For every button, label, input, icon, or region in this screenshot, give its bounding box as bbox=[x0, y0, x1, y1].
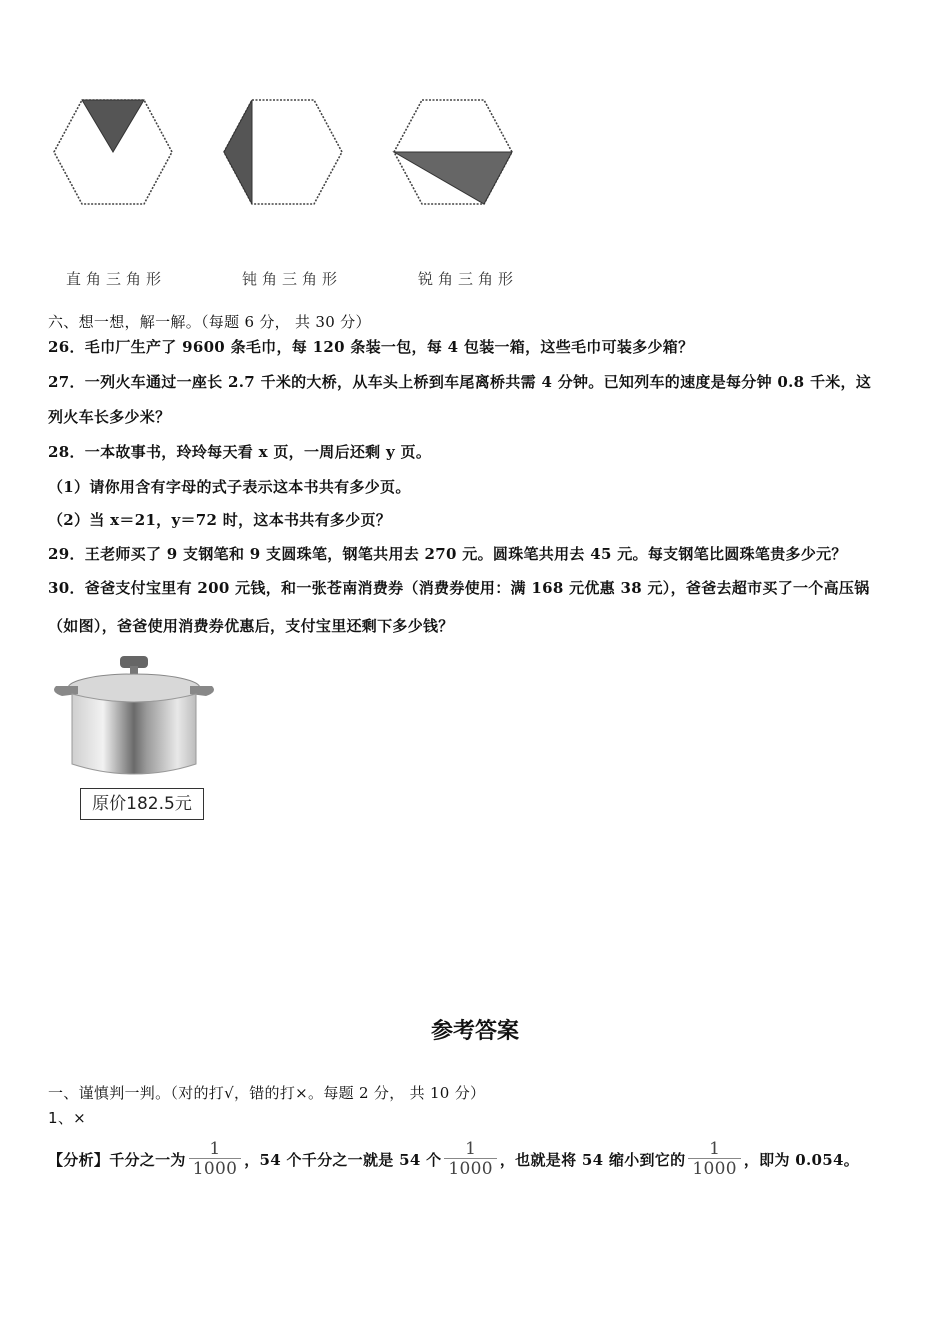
fraction-numerator: 1 bbox=[465, 1139, 477, 1159]
question-29: 29．王老师买了 9 支钢笔和 9 支圆珠笔，钢笔共用去 270 元。圆珠笔共用去 45 元。每支钢笔比圆珠笔贵多少元？ bbox=[48, 545, 847, 563]
fraction-numerator: 1 bbox=[709, 1139, 721, 1159]
fraction-denominator: 1000 bbox=[688, 1158, 740, 1179]
fraction-numerator: 1 bbox=[209, 1139, 221, 1159]
hexagon-figure-acute-triangle bbox=[390, 96, 516, 212]
fraction-one-thousandth bbox=[444, 1140, 496, 1179]
caption-right-triangle: 直角三角形 bbox=[66, 270, 167, 288]
fraction-denominator: 1000 bbox=[444, 1158, 496, 1179]
caption-acute-triangle: 锐角三角形 bbox=[418, 270, 519, 288]
caption-obtuse-triangle: 钝角三角形 bbox=[242, 270, 343, 288]
fraction-one-thousandth bbox=[688, 1140, 740, 1179]
answers-title: 参考答案 bbox=[430, 1019, 519, 1044]
analysis-text-2: ，54 个千分之一就是 54 个 bbox=[244, 1151, 442, 1169]
price-label: 原价182.5元 bbox=[80, 788, 204, 820]
question-30-line1: 30．爸爸支付宝里有 200 元钱，和一张苍南消费券（消费券使用：满 168 元优惠 38 元），爸爸去超市买了一个高压锅 bbox=[48, 579, 870, 597]
question-26: 26．毛巾厂生产了 9600 条毛巾，每 120 条装一包，每 4 包装一箱，这些毛巾可装多少箱？ bbox=[48, 338, 694, 356]
question-28-part1: （1）请你用含有字母的式子表示这本书共有多少页。 bbox=[48, 478, 411, 496]
question-27-line1: 27．一列火车通过一座长 2.7 千米的大桥，从车头上桥到车尾离桥共需 4 分钟。已知列车的速度是每分钟 0.8 千米，这 bbox=[48, 373, 872, 391]
analysis-text-4: ，即为 0.054。 bbox=[743, 1151, 860, 1169]
hexagon-figure-right-triangle bbox=[50, 96, 176, 212]
question-28: 28．一本故事书，玲玲每天看 x 页，一周后还剩 y 页。 bbox=[48, 443, 432, 461]
answers-section1-header: 一、谨慎判一判。（对的打√，错的打×。每题 2 分， 共 10 分） bbox=[48, 1084, 486, 1102]
question-27-line2: 列火车长多少米？ bbox=[48, 408, 171, 426]
analysis-line bbox=[48, 1140, 859, 1179]
hexagon-figure-obtuse-triangle bbox=[220, 96, 346, 212]
fraction-one-thousandth bbox=[189, 1140, 241, 1179]
pressure-cooker-image bbox=[50, 652, 220, 786]
answer-1: 1、× bbox=[48, 1109, 87, 1127]
analysis-label: 【分析】 bbox=[48, 1151, 110, 1169]
section6-header: 六、想一想，解一解。（每题 6 分， 共 30 分） bbox=[48, 313, 371, 331]
analysis-text-1: 千分之一为 bbox=[109, 1151, 186, 1169]
question-28-part2: （2）当 x＝21，y＝72 时，这本书共有多少页？ bbox=[48, 511, 392, 529]
question-30-line2: （如图），爸爸使用消费券优惠后，支付宝里还剩下多少钱？ bbox=[48, 617, 454, 635]
fraction-denominator: 1000 bbox=[189, 1158, 241, 1179]
analysis-text-3: ，也就是将 54 缩小到它的 bbox=[499, 1151, 686, 1169]
